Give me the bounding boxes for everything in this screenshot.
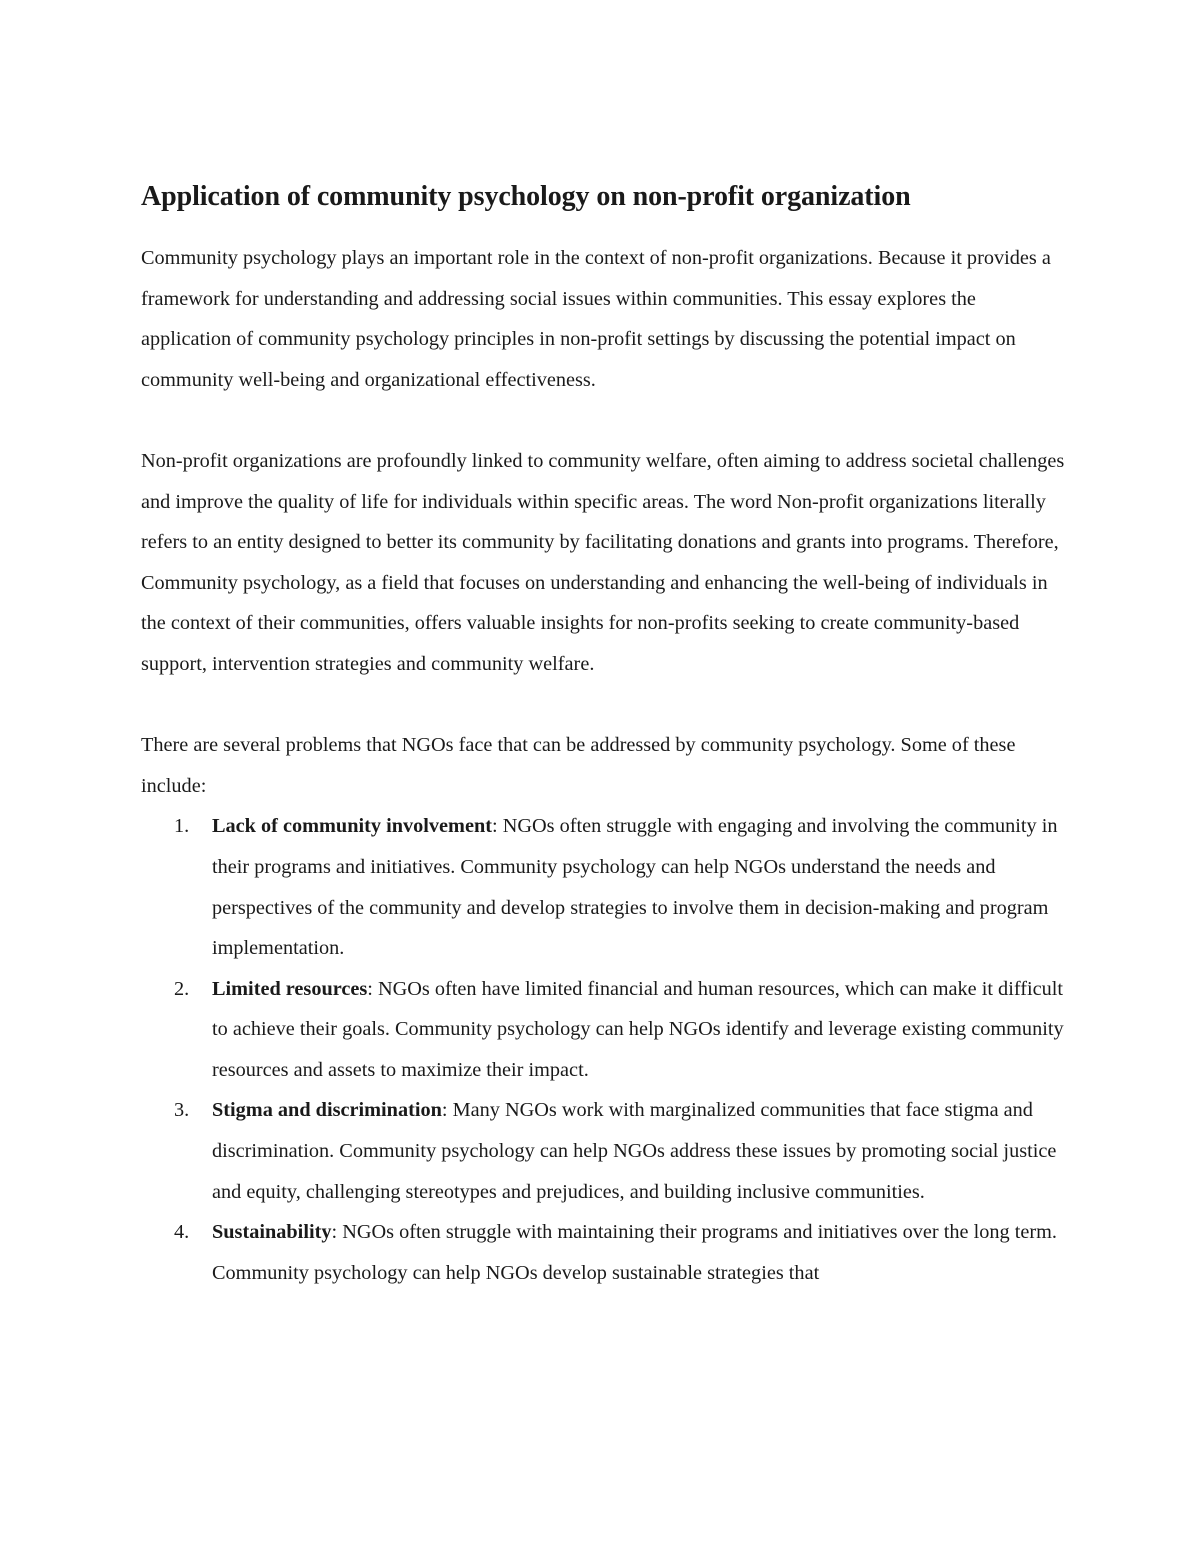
- list-item: [141, 969, 1071, 1091]
- list-item-term: Stigma and discrimination: [212, 1099, 442, 1122]
- list-item-term: Limited resources: [212, 977, 368, 1000]
- list-item-number: 1.: [174, 815, 190, 838]
- document-title: Application of community psychology on non-profit organization: [141, 181, 911, 212]
- list-item-text: : NGOs often have limited financial and human resources, which can make it difficult to achieve their goals. Community psychology can help NGOs identify and leverage existing community resources and assets to maximize their impact.: [212, 977, 1064, 1081]
- list-item-term: Lack of community involvement: [212, 815, 492, 838]
- list-item-text: : NGOs often struggle with engaging and involving the community in their programs and initiatives. Community psychology can help NGOs understand the needs and perspectives of the community and develop strategies to involve them in decision-making and program implementation.: [212, 815, 1058, 960]
- document-page: [141, 176, 1071, 1293]
- list-item-term: Sustainability: [212, 1221, 332, 1244]
- list-item: [141, 1212, 1071, 1293]
- list-item: [141, 806, 1071, 968]
- list-item-number: 4.: [174, 1221, 190, 1244]
- paragraph-nonprofits: Non-profit organizations are profoundly linked to community welfare, often aiming to address societal challenges and improve the quality of life for individuals within specific areas. The word Non-profit organizations literally refers to an entity designed to better its community by facilitating donations and grants into programs. Therefore, Community psychology, as a field that focuses on understanding and enhancing the well-being of individuals in the context of their communities, offers valuable insights for non-profits seeking to create community-based support, intervention strategies and community welfare.: [141, 449, 1065, 675]
- list-item: [141, 1090, 1071, 1212]
- list-item-number: 3.: [174, 1099, 190, 1122]
- list-item-text: : Many NGOs work with marginalized communities that face stigma and discrimination. Community psychology can help NGOs address these issues by promoting social justice and equity, challenging stereotypes and prejudices, and building inclusive communities.: [212, 1099, 1057, 1203]
- list-item-number: 2.: [174, 977, 190, 1000]
- paragraph-problems: There are several problems that NGOs face that can be addressed by community psychology. Some of these include:: [141, 734, 1016, 797]
- paragraph-intro: Community psychology plays an important role in the context of non-profit organizations. Because it provides a framework for understanding and addressing social issues within communities. This essay explores the application of community psychology principles in non-profit settings by discussing the potential impact on community well-being and organizational effectiveness.: [141, 247, 1051, 391]
- problems-list: [141, 806, 1071, 1293]
- list-item-text: : NGOs often struggle with maintaining their programs and initiatives over the long term. Community psychology can help NGOs develop sustainable strategies that: [212, 1221, 1057, 1284]
